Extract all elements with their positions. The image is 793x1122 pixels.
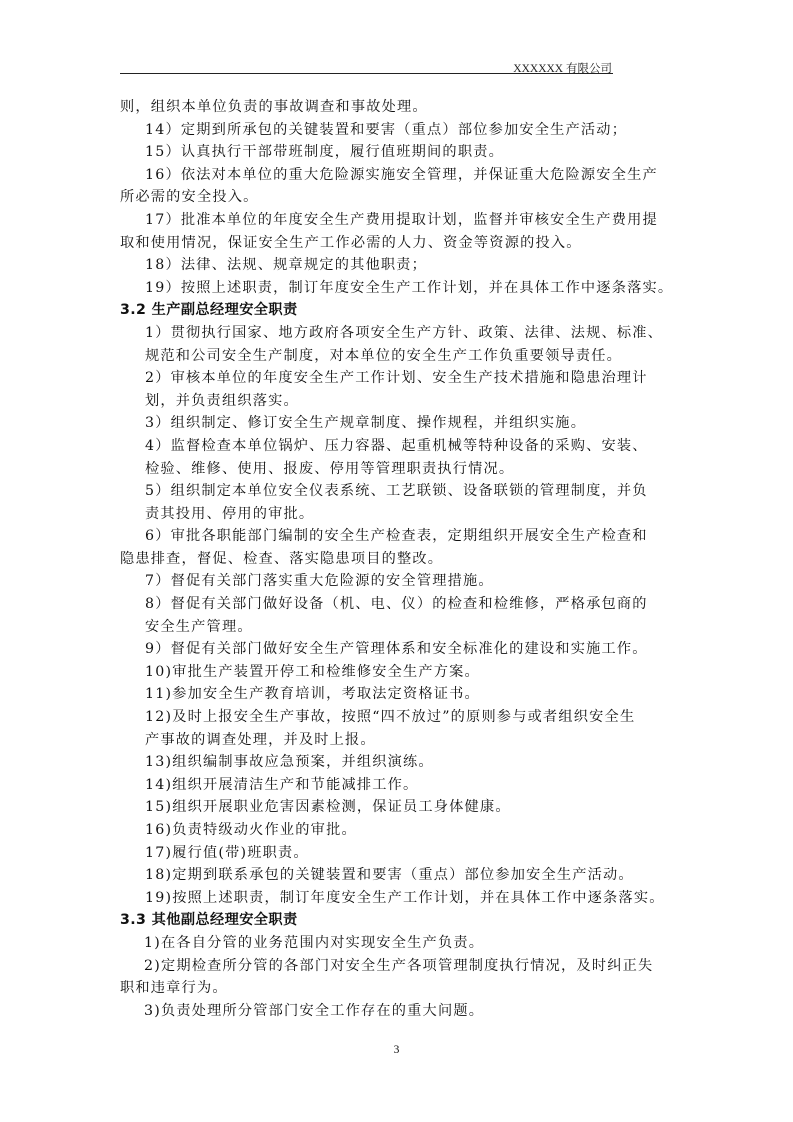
text-line: 1）贯彻执行国家、地方政府各项安全生产方针、政策、法律、法规、标准、 bbox=[145, 324, 664, 341]
text-line: 11)参加安全生产教育培训，考取法定资格证书。 bbox=[145, 686, 480, 703]
text-line: 16)负责特级动火作业的审批。 bbox=[145, 822, 357, 838]
text-line: 7）督促有关部门落实重大危险源的安全管理措施。 bbox=[145, 573, 494, 590]
header-rule bbox=[120, 73, 613, 74]
text-line: 3)负责处理所分管部门安全工作存在的重大问题。 bbox=[144, 1002, 485, 1019]
text-line: 隐患排查，督促、检查、落实隐患项目的整改。 bbox=[120, 550, 444, 567]
text-line: 18）法律、法规、规章规定的其他职责； bbox=[145, 257, 428, 274]
text-line: 19）按照上述职责，制订年度安全生产工作计划，并在具体工作中逐条落实。 bbox=[145, 279, 674, 296]
page-header-company: XXXXXX 有限公司 bbox=[513, 63, 612, 75]
text-line: 2）审核本单位的年度安全生产工作计划、安全生产技术措施和隐患治理计 bbox=[145, 370, 648, 387]
text-line: 4）监督检查本单位锅炉、压力容器、起重机械等特种设备的采购、安装、 bbox=[145, 437, 648, 454]
text-line: 8）督促有关部门做好设备（机、电、仪）的检查和检维修，严格承包商的 bbox=[145, 596, 648, 613]
section-heading-3-2: 3.2 生产副总经理安全职责 bbox=[120, 302, 298, 319]
text-line: 12)及时上报安全生产事故，按照“四不放过”的原则参与或者组织安全生 bbox=[145, 709, 636, 726]
text-line: 3）组织制定、修订安全生产规章制度、操作规程，并组织实施。 bbox=[145, 415, 587, 432]
text-line: 15）认真执行干部带班制度，履行值班期间的职责。 bbox=[145, 144, 504, 161]
text-line: 18)定期到联系承包的关键装置和要害（重点）部位参加安全生产活动。 bbox=[145, 867, 634, 884]
text-line: 2)定期检查所分管的各部门对安全生产各项管理制度执行情况，及时纠正失 bbox=[144, 957, 654, 974]
continued-responsibilities-list bbox=[120, 96, 685, 299]
text-line: 15)组织开展职业危害因素检测，保证员工身体健康。 bbox=[145, 799, 511, 816]
section-3-2-list bbox=[120, 322, 685, 909]
text-line: 1)在各自分管的业务范围内对实现安全生产负责。 bbox=[144, 934, 485, 951]
text-line: 责其投用、停用的审批。 bbox=[145, 505, 315, 522]
text-line: 14)组织开展清洁生产和节能减排工作。 bbox=[145, 776, 419, 793]
text-line: 14）定期到所承包的关键装置和要害（重点）部位参加安全生产活动； bbox=[145, 121, 628, 138]
section-3-3-list bbox=[120, 932, 685, 1022]
text-line: 职和违章行为。 bbox=[120, 980, 228, 997]
text-line: 安全生产管理。 bbox=[145, 618, 253, 635]
text-line: 13)组织编制事故应急预案，并组织演练。 bbox=[145, 754, 434, 771]
text-line: 5）组织制定本单位安全仪表系统、工艺联锁、设备联锁的管理制度，并负 bbox=[145, 483, 648, 500]
text-line: 产事故的调查处理，并及时上报。 bbox=[145, 731, 376, 748]
text-line: 规范和公司安全生产制度，对本单位的安全生产工作负重要领导责任。 bbox=[145, 347, 623, 364]
text-line: 所必需的安全投入。 bbox=[120, 189, 259, 206]
text-line: 划，并负责组织落实。 bbox=[145, 392, 299, 409]
document-body bbox=[120, 96, 685, 1022]
text-line: 检验、维修、使用、报废、停用等管理职责执行情况。 bbox=[145, 460, 515, 477]
text-line: 17)履行值(带)班职责。 bbox=[145, 844, 309, 861]
text-line: 9）督促有关部门做好安全生产管理体系和安全标准化的建设和实施工作。 bbox=[145, 641, 648, 658]
section-heading-3-3: 3.3 其他副总经理安全职责 bbox=[120, 912, 298, 929]
text-line: 6）审批各职能部门编制的安全生产检查表，定期组织开展安全生产检查和 bbox=[145, 528, 648, 545]
text-line: 16）依法对本单位的重大危险源实施安全管理，并保证重大危险源安全生产 bbox=[145, 166, 658, 183]
text-line: 取和使用情况，保证安全生产工作必需的人力、资金等资源的投入。 bbox=[120, 234, 582, 251]
text-line: 则，组织本单位负责的事故调查和事故处理。 bbox=[120, 99, 428, 115]
page-number: 3 bbox=[393, 1044, 400, 1056]
text-line: 19)按照上述职责，制订年度安全生产工作计划，并在具体工作中逐条落实。 bbox=[145, 889, 665, 906]
text-line: 17）批准本单位的年度安全生产费用提取计划，监督并审核安全生产费用提 bbox=[145, 211, 658, 228]
text-line: 10)审批生产装置开停工和检维修安全生产方案。 bbox=[145, 663, 480, 680]
